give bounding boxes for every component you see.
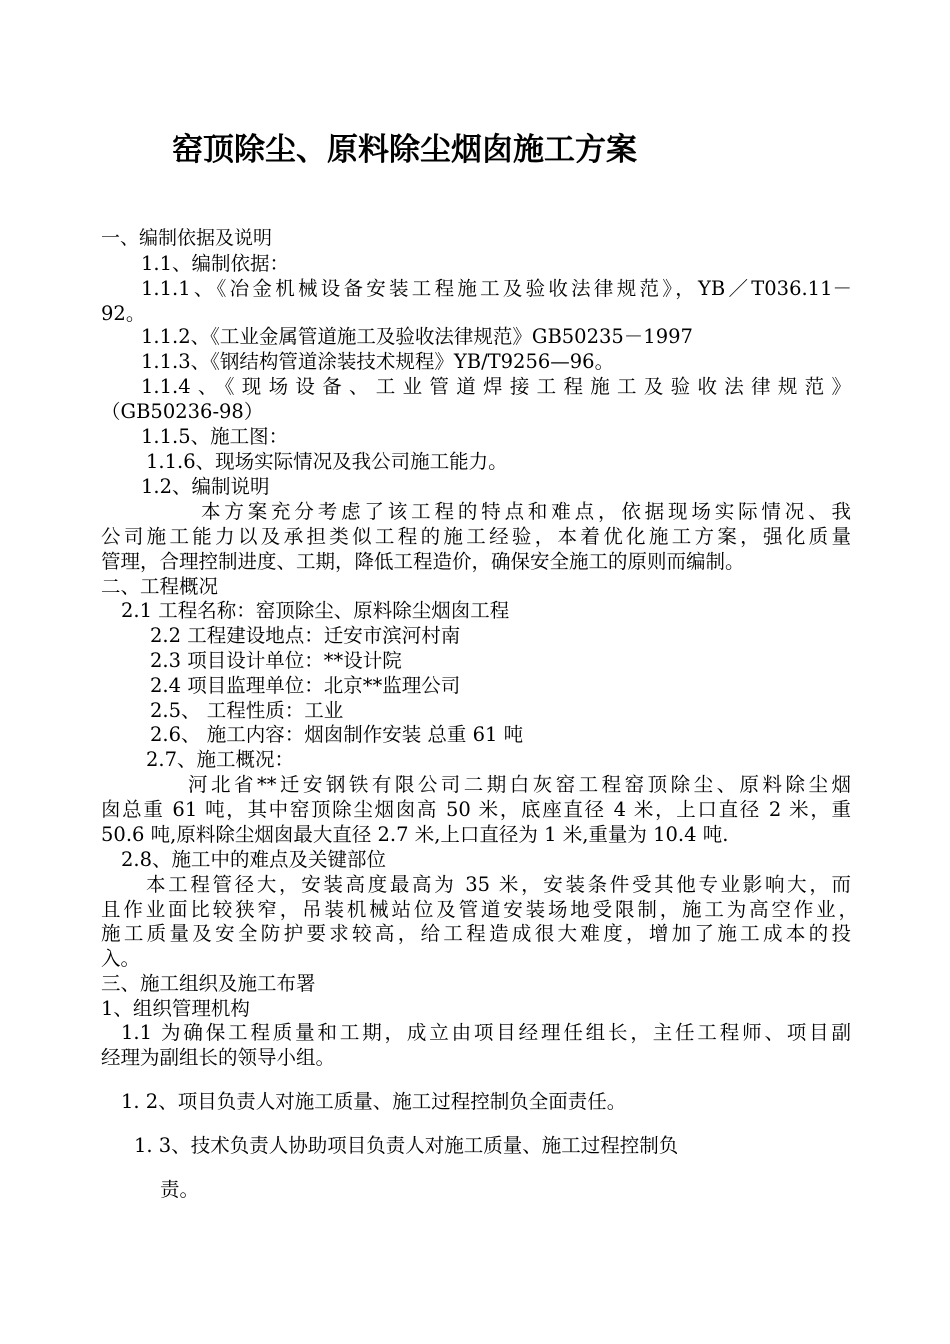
text-line: 1.1.1、《冶金机械设备安装工程施工及验收法律规范》，YB／T036.11－: [141, 277, 852, 300]
text-line: 1.1.2、《工业金属管道施工及验收法律规范》GB50235－1997: [141, 325, 693, 348]
paragraph-line: 入。: [101, 947, 141, 970]
text-line: 2.3 项目设计单位：**设计院: [150, 649, 402, 672]
text-line: 2.6、 施工内容：烟囱制作安装 总重 61 吨: [150, 723, 524, 746]
text-line: 1. 2、项目负责人对施工质量、施工过程控制负全面责任。: [121, 1090, 627, 1113]
text-line: 1.1.6、现场实际情况及我公司施工能力。: [146, 450, 508, 473]
text-line: 1.1.4、《现场设备、工业管道焊接工程施工及验收法律规范》: [141, 375, 851, 398]
section-heading-2: 二、工程概况: [101, 575, 219, 598]
paragraph-line: 管理，合理控制进度、工期，降低工程造价，确保安全施工的原则而编制。: [101, 550, 745, 573]
paragraph-line: 公司施工能力以及承担类似工程的施工经验，本着优化施工方案，强化质量: [101, 525, 851, 548]
text-line: 1. 3、技术负责人协助项目负责人对施工质量、施工过程控制负: [134, 1134, 679, 1157]
text-line: 2.8、施工中的难点及关键部位: [121, 848, 387, 871]
document-title: 窑顶除尘、原料除尘烟囱施工方案: [172, 132, 637, 168]
text-line: 1.2、编制说明: [141, 475, 270, 498]
paragraph-line: 50.6 吨,原料除尘烟囱最大直径 2.7 米,上口直径为 1 米,重量为 10.4 吨.: [101, 823, 729, 846]
text-line: 1、组织管理机构: [101, 997, 250, 1020]
paragraph-line: 河北省**迁安钢铁有限公司二期白灰窑工程窑顶除尘、原料除尘烟: [188, 773, 851, 796]
text-line: 1.1.3、《钢结构管道涂装技术规程》YB/T9256—96。: [141, 350, 615, 373]
text-line: 责。: [160, 1178, 200, 1201]
text-line: 2.7、施工概况：: [146, 748, 295, 771]
paragraph-line: 本工程管径大，安装高度最高为 35 米，安装条件受其他专业影响大，而: [146, 873, 851, 896]
paragraph-line: 施工质量及安全防护要求较高，给工程造成很大难度，增加了施工成本的投: [101, 922, 851, 945]
text-line: 1.1.5、施工图：: [141, 425, 289, 448]
text-line: 2.2 工程建设地点：迁安市滨河村南: [150, 624, 461, 647]
section-heading-3: 三、施工组织及施工布署: [101, 972, 316, 995]
text-line: 92。: [101, 302, 146, 325]
paragraph-line: 本方案充分考虑了该工程的特点和难点，依据现场实际情况、我: [201, 500, 851, 523]
paragraph-line: 1.1 为确保工程质量和工期，成立由项目经理任组长，主任工程师、项目副: [121, 1021, 851, 1044]
paragraph-line: 囱总重 61 吨，其中窑顶除尘烟囱高 50 米，底座直径 4 米，上口直径 2 米，重: [101, 798, 851, 821]
text-line: 2.5、 工程性质：工业: [150, 699, 344, 722]
text-line: 2.4 项目监理单位：北京**监理公司: [150, 674, 461, 697]
text-line: 2.1 工程名称：窑顶除尘、原料除尘烟囱工程: [121, 599, 510, 622]
text-line: （GB50236-98）: [101, 400, 264, 423]
paragraph-line: 且作业面比较狭窄，吊装机械站位及管道安装场地受限制，施工为高空作业，: [101, 898, 858, 921]
paragraph-line: 经理为副组长的领导小组。: [101, 1046, 336, 1069]
section-heading-1: 一、编制依据及说明: [101, 227, 273, 249]
text-line: 1.1、编制依据：: [141, 252, 290, 275]
